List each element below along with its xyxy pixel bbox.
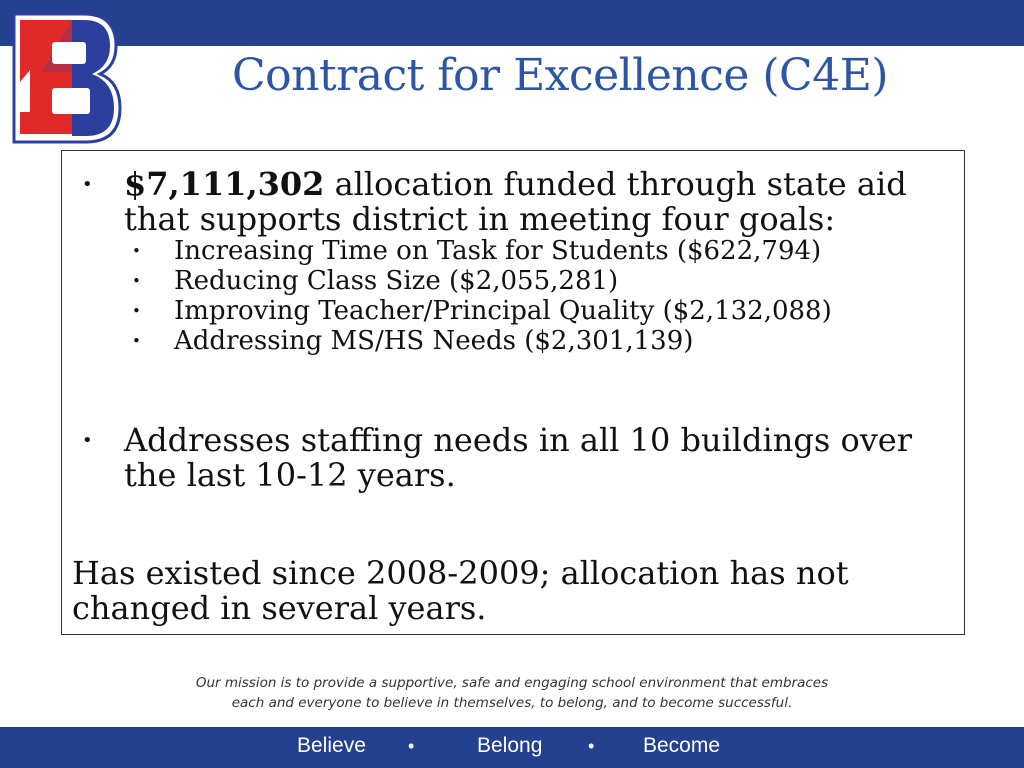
value-become: Become xyxy=(643,734,721,757)
b-logo-graphic xyxy=(12,12,122,144)
bullet-allocation xyxy=(82,167,942,237)
goals-list xyxy=(132,236,932,356)
bottom-banner xyxy=(0,727,1024,768)
separator-dot: • xyxy=(408,736,415,756)
goal-text: Addressing MS/HS Needs ($2,301,139) xyxy=(174,326,694,356)
goal-text: Reducing Class Size ($2,055,281) xyxy=(174,266,619,296)
mission-statement xyxy=(112,673,912,713)
list-item xyxy=(132,296,932,326)
value-believe: Believe xyxy=(297,734,366,757)
bullet-dot: • xyxy=(82,430,93,451)
allocation-description: allocation funded through state aid that supports district in meeting four goals: xyxy=(124,165,907,238)
page-title: Contract for Excellence (C4E) xyxy=(232,50,888,101)
separator-dot: • xyxy=(588,736,595,756)
history-note: Has existed since 2008-2009; allocation has not changed in several years. xyxy=(72,554,849,627)
bullet-staffing-text: Addresses staffing needs in all 10 buildings over the last 10-12 years. xyxy=(124,421,913,494)
list-item xyxy=(132,266,932,296)
bullet-dot: • xyxy=(132,302,141,320)
allocation-amount: $7,111,302 xyxy=(124,165,325,203)
bullet-dot: • xyxy=(82,174,93,195)
mission-line-2: each and everyone to believe in themselves, to belong, and to become successful. xyxy=(231,695,793,711)
list-item xyxy=(132,236,932,266)
goal-text: Increasing Time on Task for Students ($622,794) xyxy=(174,236,822,266)
value-belong: Belong xyxy=(477,734,543,757)
bullet-dot: • xyxy=(132,272,141,290)
bullet-staffing xyxy=(82,423,942,493)
content-box xyxy=(61,150,965,635)
top-banner xyxy=(0,0,1024,46)
school-logo xyxy=(12,12,122,144)
mission-line-1: Our mission is to provide a supportive, safe and engaging school environment that embraces xyxy=(195,675,829,691)
goal-text: Improving Teacher/Principal Quality ($2,132,088) xyxy=(174,296,832,326)
bullet-dot: • xyxy=(132,332,141,350)
list-item xyxy=(132,326,932,356)
bullet-allocation-text xyxy=(124,167,942,237)
bullet-dot: • xyxy=(132,242,141,260)
